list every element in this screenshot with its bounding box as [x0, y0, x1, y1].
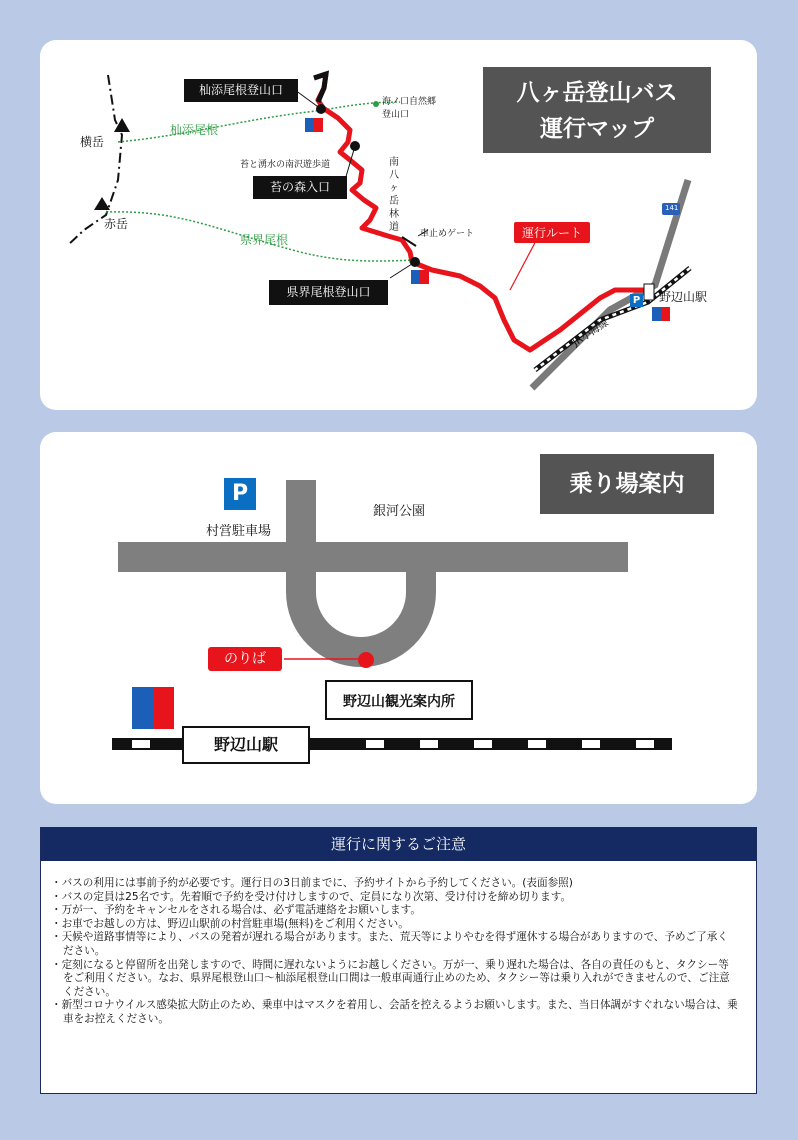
notice-heading: 運行に関するご注意 [41, 828, 756, 861]
yokodake-label: 横岳 [80, 135, 105, 149]
kokenomori-stop-label: 苔の森入口 [253, 176, 347, 199]
notice-item: ・定刻になると停留所を出発しますので、時間に遅れないようにお越しください。万が一、乗り遅れた場合は、各自の責任のもと、タクシー等をご利用ください。なお、県界尾根登山口～杣添尾根登山口間は一般車両通行止めのため、タクシー等は乗り入れができませんので、ご注意ください。 [51, 958, 730, 998]
notice-list [41, 861, 756, 1027]
main-road [118, 542, 628, 572]
parking-icon: P [224, 478, 256, 510]
uminokuchi-dot [373, 101, 379, 107]
restroom-icon [305, 118, 323, 132]
boarding-title: 乗り場案内 [540, 454, 714, 514]
akadake-label: 赤岳 [104, 217, 129, 231]
yokodake-peak-icon [114, 118, 130, 132]
parking-icon: P [630, 294, 643, 307]
boarding-guide-card [40, 432, 757, 804]
gate-label: 車止めゲート [420, 229, 475, 239]
notice-item: ・万が一、予約をキャンセルをされる場合は、必ず電話連絡をお願いします。 [51, 904, 421, 917]
akadake-peak-icon [94, 197, 110, 210]
somazoe-ridge-trail [118, 102, 400, 142]
station-label: 野辺山駅 [182, 726, 310, 764]
access-road [286, 480, 316, 560]
kenkai-stop-label: 県界尾根登山口 [269, 280, 388, 305]
notice-item: ・お車でお越しの方は、野辺山駅前の村営駐車場(無料)をご利用ください。 [51, 917, 409, 930]
restroom-icon [132, 687, 174, 729]
restroom-icon [652, 307, 670, 321]
rail-label: JR小海線 [571, 317, 611, 349]
parking-label: 村営駐車場 [206, 524, 272, 539]
boarding-point-label: のりば [208, 647, 282, 671]
notice-item: ・新型コロナウイルス感染拡大防止のため、乗車中はマスクを着用し、会話を控えるようお願いします。また、当日体調がすぐれない場合は、乗車をお控えください。 [51, 999, 738, 1025]
park-label: 銀河公園 [373, 504, 426, 519]
kenkai-ridge-label: 県界尾根 [240, 233, 289, 247]
route-141-number: 141 [665, 204, 679, 212]
somazoe-ridge-label: 杣添尾根 [170, 123, 219, 137]
uminokuchi-label: 海ノ口自然郷 登山口 [382, 97, 437, 120]
notice-panel [40, 827, 757, 1094]
promenade-label: 苔と湧水の南沢遊歩道 [240, 160, 331, 170]
route-map-card [40, 40, 757, 410]
info-center-label: 野辺山観光案内所 [325, 680, 473, 720]
notice-item: ・バスの定員は25名です。先着順で予約を受け付けしますので、定員になり次第、受け付けを締め切ります。 [51, 890, 572, 903]
station-label: 野辺山駅 [659, 290, 708, 304]
station-marker [644, 284, 654, 300]
restroom-icon [411, 270, 429, 284]
notice-item: ・バスの利用には事前予約が必要です。運行日の3日前までに、予約サイトから予約してください。(表面参照) [51, 877, 573, 889]
notice-item: ・天候や道路事情等により、バスの発着が遅れる場合があります。また、荒天等によりやむを得ず運休する場合がありますので、予めご了承ください。 [51, 931, 728, 957]
forest-road-label: 南八ヶ岳林道 [389, 157, 399, 233]
map-title: 八ヶ岳登山バス 運行マップ [483, 67, 711, 153]
somazoe-stop-label: 杣添尾根登山口 [184, 79, 298, 102]
boarding-point-marker [358, 652, 374, 668]
route-legend-label: 運行ルート [514, 222, 590, 243]
